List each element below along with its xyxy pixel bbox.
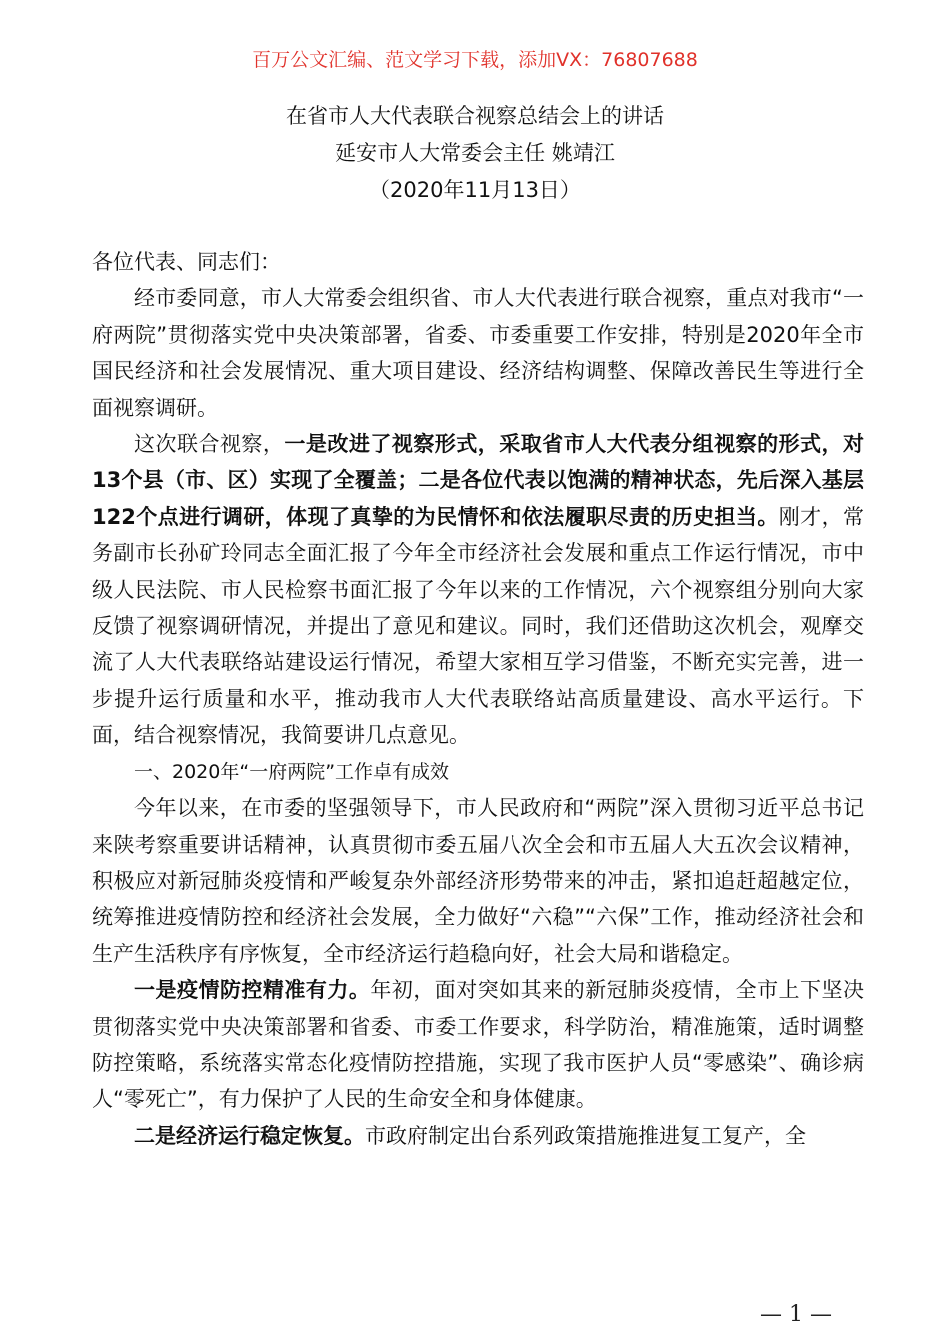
speech-date: （2020年11月13日）	[369, 178, 581, 202]
paragraph-5-bold: 二是经济运行稳定恢复。	[134, 1123, 365, 1148]
paragraph-2-lead: 这次联合视察，	[134, 432, 285, 457]
paragraph-2-rest: 刚才，常务副市长孙矿玲同志全面汇报了今年全市经济社会发展和重点工作运行情况，市中级人民法院、市人民检察书面汇报了今年以来的工作情况，六个视察组分别向大家反馈了视察调研情况，并提出了意见和建议。同时，我们还借助这次机会，观摩交流了人大代表联络站建设运行情况，希望大家相互学习借鉴，不断充实完善，进一步提升运行质量和水平，推动我市人大代表联络站高质量建设、高水平运行。下面，结合视察情况，我简要讲几点意见。	[92, 504, 864, 748]
salutation: 各位代表、同志们：	[92, 250, 281, 274]
paragraph-2	[92, 426, 864, 754]
paragraph-4-bold: 一是疫情防控精准有力。	[134, 978, 371, 1003]
document-body	[92, 244, 864, 1154]
paragraph-2-bold: 一是改进了视察形式，采取省市人大代表分组视察的形式，对13个县（市、区）实现了全覆盖；二是各位代表以饱满的精神状态，先后深入基层122个点进行调研，体现了真挚的为民情怀和依法履职尽责的历史担当。	[92, 432, 865, 529]
speaker-line: 延安市人大常委会主任 姚靖江	[335, 141, 615, 165]
paragraph-4-rest: 年初，面对突如其来的新冠肺炎疫情，全市上下坚决贯彻落实党中央决策部署和省委、市委工作要求，科学防治，精准施策，适时调整防控策略，系统落实常态化疫情防控措施，实现了我市医护人员“零感染”、确诊病人“零死亡”，有力保护了人民的生命安全和身体健康。	[92, 978, 865, 1112]
paragraph-4	[92, 972, 864, 1118]
paragraph-1: 经市委同意，市人大常委会组织省、市人大代表进行联合视察，重点对我市“一府两院”贯彻落实党中央决策部署，省委、市委重要工作安排，特别是2020年全市国民经济和社会发展情况、重大项目建设、经济结构调整、保障改善民生等进行全面视察调研。	[92, 286, 864, 420]
paragraph-3: 今年以来，在市委的坚强领导下，市人民政府和“两院”深入贯彻习近平总书记来陕考察重要讲话精神，认真贯彻市委五届八次全会和市五届人大五次会议精神，积极应对新冠肺炎疫情和严峻复杂外部经济形势带来的冲击，紧扣追赶超越定位，统筹推进疫情防控和经济社会发展，全力做好“六稳”“六保”工作，推动经济社会和生产生活秩序有序恢复，全市经济运行趋稳向好，社会大局和谐稳定。	[92, 796, 864, 966]
section-heading-1: 一、2020年“一府两院”工作卓有成效	[134, 760, 450, 783]
speech-title: 在省市人大代表联合视察总结会上的讲话	[286, 104, 664, 128]
page-number: — 1 —	[760, 1302, 832, 1327]
title-block	[0, 98, 950, 209]
paragraph-5	[92, 1118, 864, 1154]
header-banner: 百万公文汇编、范文学习下载，添加VX：76807688	[252, 49, 698, 71]
paragraph-5-rest: 市政府制定出台系列政策措施推进复工复产，全	[365, 1123, 806, 1148]
